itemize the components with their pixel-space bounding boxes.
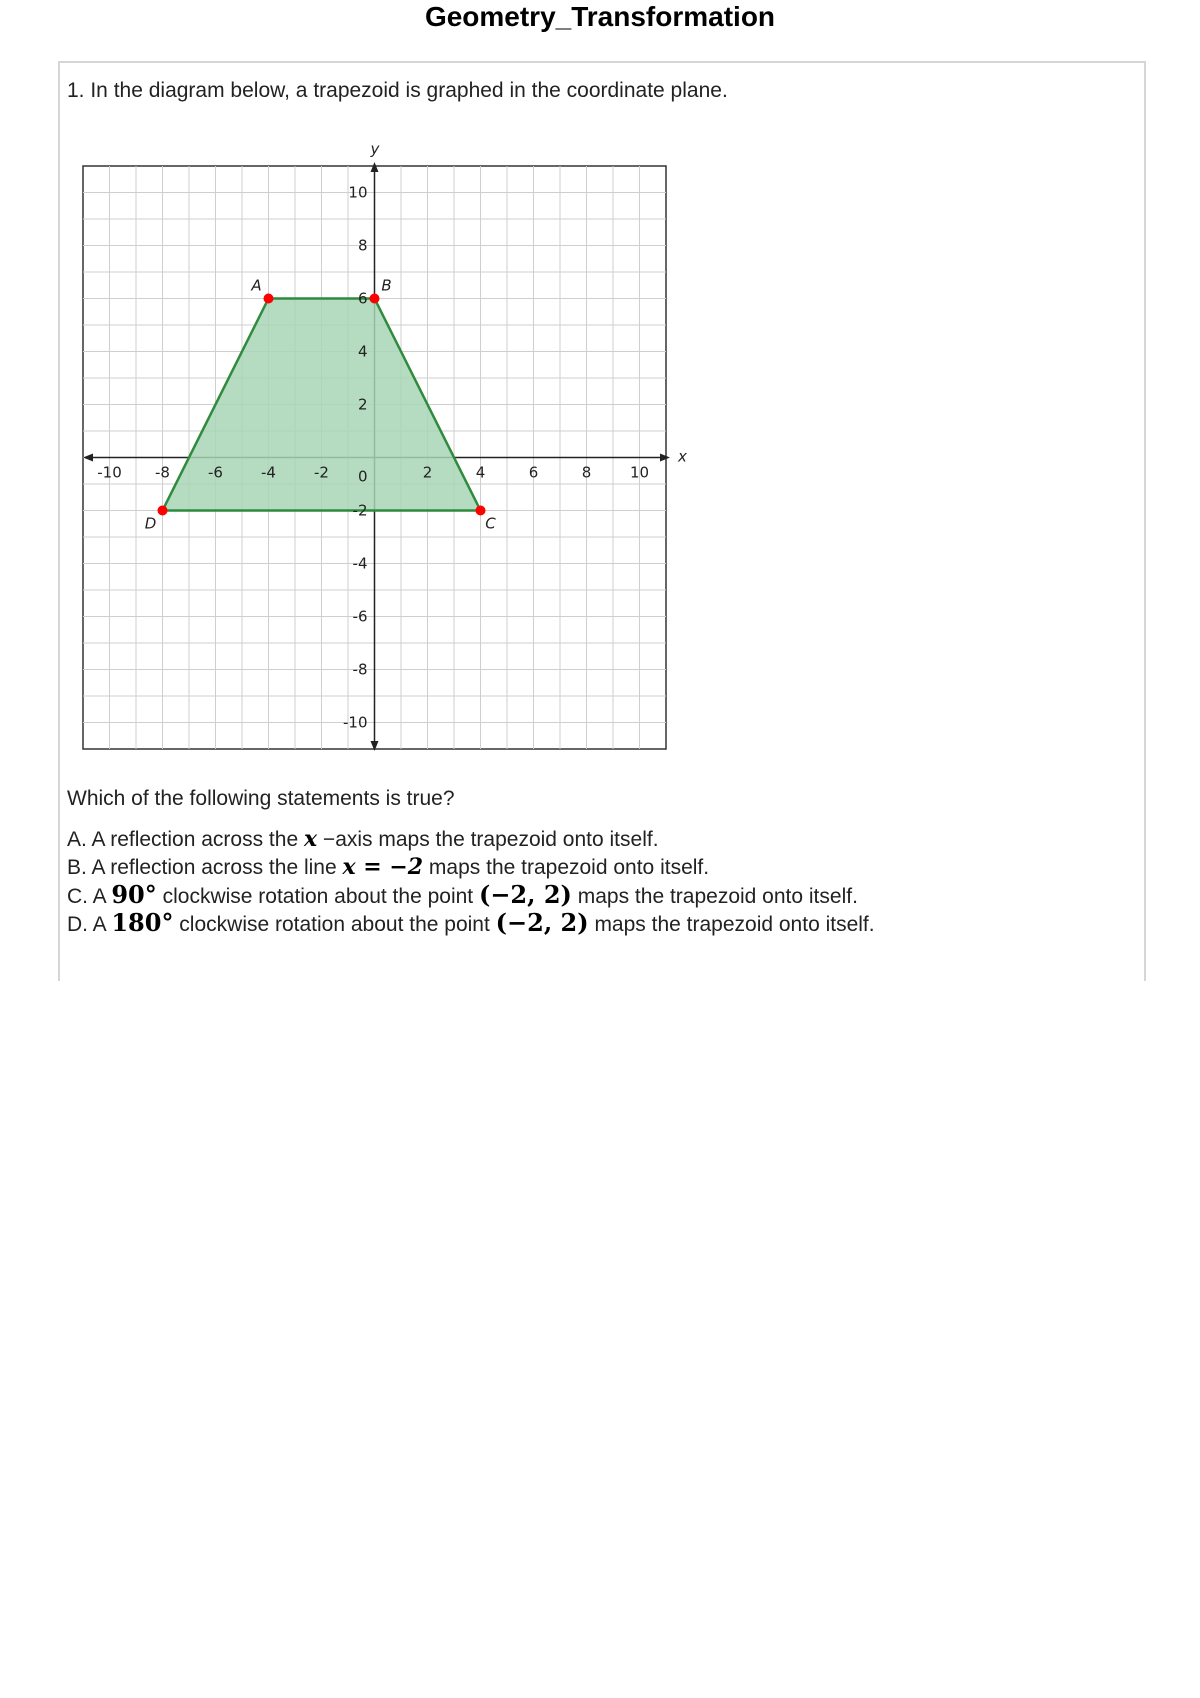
- vertex-point-c: [476, 506, 486, 516]
- origin-label: 0: [357, 467, 368, 486]
- y-tick-label: 2: [357, 395, 368, 414]
- choice-d-suffix: maps the trapezoid onto itself.: [588, 913, 875, 936]
- y-tick-label: 6: [357, 289, 368, 308]
- choice-b-math: x = −2: [342, 854, 424, 880]
- choice-b-text: maps the trapezoid onto itself.: [423, 856, 710, 879]
- choice-d[interactable]: [67, 909, 875, 938]
- vertex-point-d: [158, 506, 168, 516]
- x-axis-label: x: [678, 447, 687, 466]
- choice-c-angle: 90°: [111, 880, 157, 909]
- x-tick-label: 2: [422, 463, 433, 482]
- choice-d-angle: 180°: [111, 908, 174, 937]
- y-tick-label: -10: [343, 713, 368, 732]
- x-tick-label: -2: [314, 463, 329, 482]
- choice-a-text: −axis maps the trapezoid onto itself.: [317, 828, 659, 851]
- choice-d-prefix: D. A: [67, 913, 112, 936]
- x-tick-label: 8: [581, 463, 592, 482]
- y-tick-label: 4: [357, 342, 368, 361]
- y-tick-label: 8: [357, 236, 368, 255]
- page-title: Geometry_Transformation: [424, 1, 776, 32]
- vertex-label-c: C: [485, 514, 496, 533]
- choice-c[interactable]: [67, 881, 858, 910]
- choice-b-prefix: B. A reflection across the line: [67, 856, 343, 879]
- y-axis-label: y: [370, 140, 380, 158]
- choice-c-middle: clockwise rotation about the point: [156, 885, 479, 908]
- x-tick-label: -8: [155, 463, 170, 482]
- choice-c-prefix: C. A: [67, 885, 112, 908]
- y-tick-label: -8: [352, 660, 368, 679]
- question-prompt: 1. In the diagram below, a trapezoid is graphed in the coordinate plane.: [67, 79, 728, 102]
- y-tick-label: 10: [348, 183, 368, 202]
- choice-b[interactable]: [67, 854, 709, 881]
- vertex-point-b: [370, 294, 380, 304]
- x-tick-label: 4: [475, 463, 486, 482]
- x-tick-label: -4: [261, 463, 276, 482]
- choice-a-prefix: A. A reflection across the: [67, 828, 304, 851]
- vertex-label-d: D: [144, 514, 157, 533]
- choice-c-suffix: maps the trapezoid onto itself.: [571, 885, 858, 908]
- y-tick-label: -2: [352, 501, 368, 520]
- x-tick-label: -10: [97, 463, 122, 482]
- coordinate-graph: [60, 140, 690, 760]
- x-tick-label: 10: [629, 463, 650, 482]
- x-tick-label: -6: [208, 463, 223, 482]
- choice-d-middle: clockwise rotation about the point: [173, 913, 496, 936]
- vertex-point-a: [264, 294, 274, 304]
- choice-a[interactable]: [67, 826, 659, 853]
- choice-d-point: (−2, 2): [495, 908, 589, 937]
- question-stem: Which of the following statements is true?: [67, 787, 455, 810]
- choice-c-point: (−2, 2): [478, 880, 572, 909]
- x-tick-label: 6: [528, 463, 539, 482]
- y-tick-label: -4: [352, 554, 368, 573]
- choice-a-math: x: [303, 826, 318, 852]
- y-tick-label: -6: [352, 607, 368, 626]
- vertex-label-a: A: [251, 276, 262, 295]
- vertex-label-b: B: [381, 276, 392, 295]
